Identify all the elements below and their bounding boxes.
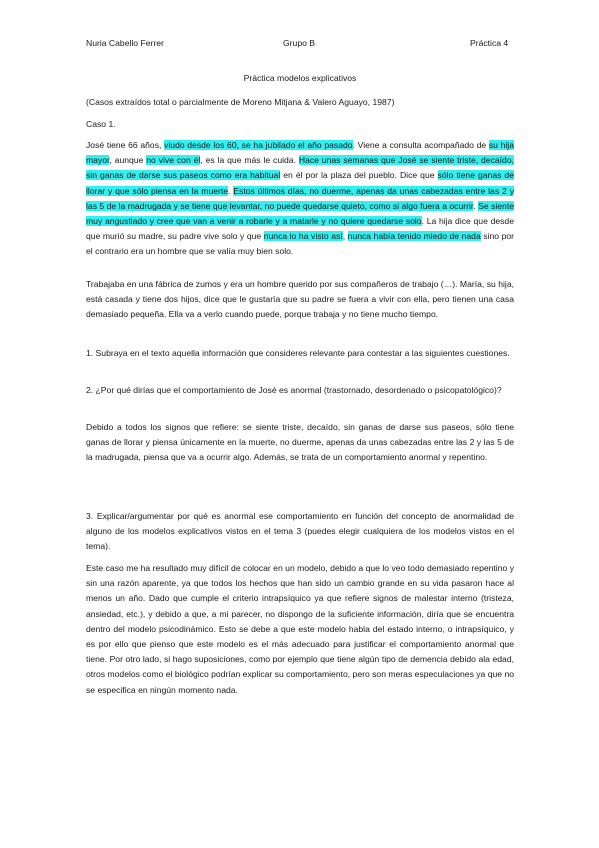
highlighted-text: no vive con él — [146, 155, 201, 166]
case-paragraph — [86, 138, 514, 260]
case-paragraph-2: Trabajaba en una fábrica de zumos y era un hombre querido por sus compañeros de trabajo (…). María, su hija, está casada y tiene dos hijos, dice que le gustaría que su padre se fuera a vivir con ella, pero tienen una casa demasiado pequeña. Ella va a verlo cuando puede, porque trabaja y no tiene mucho tiempo. — [86, 279, 514, 320]
text-segment: José tiene 66 años, — [86, 140, 165, 150]
source-citation: (Casos extraídos total o parcialmente de Moreno Mitjana & Valero Aguayo, 1987) — [86, 97, 395, 107]
answer-2: Debido a todos los signos que refiere: se siente triste, decaído, sin ganas de darse sus paseos, sólo tiene ganas de llorar y piensa únicamente en la muerte, no duerme, apenas da unas cabezadas entre las 2 y las 5 de la madrugada, piensa que va a ocurrir algo. Además, se trata de un comportamiento anormal y repentino. — [86, 422, 514, 463]
highlighted-text: Hace unas semanas que José se siente triste, decaído, sin ganas de darse sus paseos como era habitual — [86, 155, 514, 181]
case-label: Caso 1. — [86, 119, 116, 129]
text-segment: , aunque — [109, 155, 147, 166]
highlighted-text: nunca lo ha visto así — [263, 231, 343, 242]
text-segment: . — [228, 185, 234, 196]
text-segment: . Viene a consulta acompañado de — [352, 140, 489, 150]
highlighted-text: su hija mayor — [86, 140, 514, 166]
question-3: 3. Explicar/argumentar por qué es anormal ese comportamiento en función del concepto de anormalidad de alguno de los modelos explicativos vistos en el tema 3 (puedes elegir cualquiera de los modelos vistos en el tema). — [86, 511, 514, 552]
header-group: Grupo B — [283, 38, 316, 48]
text-segment: . — [473, 200, 479, 211]
question-2: 2. ¿Por qué dirías que el comportamiento de José es anormal (trastornado, desordenado o psicopatológico)? — [86, 385, 502, 395]
text-segment: , es la que más le cuida. — [200, 155, 299, 166]
text-segment: . La hija dice que desde que murió su madre, su padre vive solo y que — [86, 216, 514, 242]
text-segment: en él por la plaza del pueblo. Dice que — [280, 170, 438, 181]
answer-3: Este caso me ha resultado muy difícil de colocar en un modelo, debido a que lo veo todo demasiado repentino y sin una razón aparente, ya que todos los hechos que han sido un cambio grande en su vida pasaron hace al menos un año. Dado que cumple el criterio intrapsíquico ya que refiere signos de malestar interno (tristeza, ansiedad, etc.), y debido a que, a mi parecer, no dispongo de la suficiente información, diría que se encuentra dentro del modelo psicodinámico. Esto se debe a que este modelo habla del estado interno, o intrapsíquico, y es por ello que pienso que este modelo es el más adecuado para justificar el comportamiento anormal que tiene. Por otro lado, si hago suposiciones, como por ejemplo que tiene algún tipo de demencia debido ala edad, otros modelos como el biológico podrían explicar su comportamiento, pero son meras especulaciones ya que no se especifica en ningún momento nada. — [86, 563, 515, 695]
text-segment: sino por el contrario era un hombre que se valía muy bien solo. — [86, 231, 515, 257]
document-title: Práctica modelos explicativos — [243, 73, 357, 83]
question-1: 1. Subraya en el texto aquella información que consideres relevante para contestar a las siguientes cuestiones. — [86, 348, 510, 358]
header-author: Nuria Cabello Ferrer — [86, 38, 164, 48]
highlighted-text: Se siente muy angustiado y cree que van a venir a robarle y a matarle y no quiere quedarse solo — [86, 200, 514, 227]
highlighted-text: sólo tiene ganas de llorar y que sólo piensa en la muerte — [86, 170, 514, 196]
header-practice: Práctica 4 — [470, 38, 509, 48]
text-segment: , — [342, 231, 348, 242]
highlighted-text: Estos últimos días, no duerme, apenas da unas cabezadas entre las 2 y las 5 de la madrugada y se tiene que levantar, no puede quedarse quieto, como si algo fuera a ocurrir — [86, 185, 514, 211]
highlighted-text: viudo desde los 60, se ha jubilado el año pasado — [164, 140, 353, 150]
highlighted-text: nunca había tenido miedo de nada — [347, 231, 481, 242]
